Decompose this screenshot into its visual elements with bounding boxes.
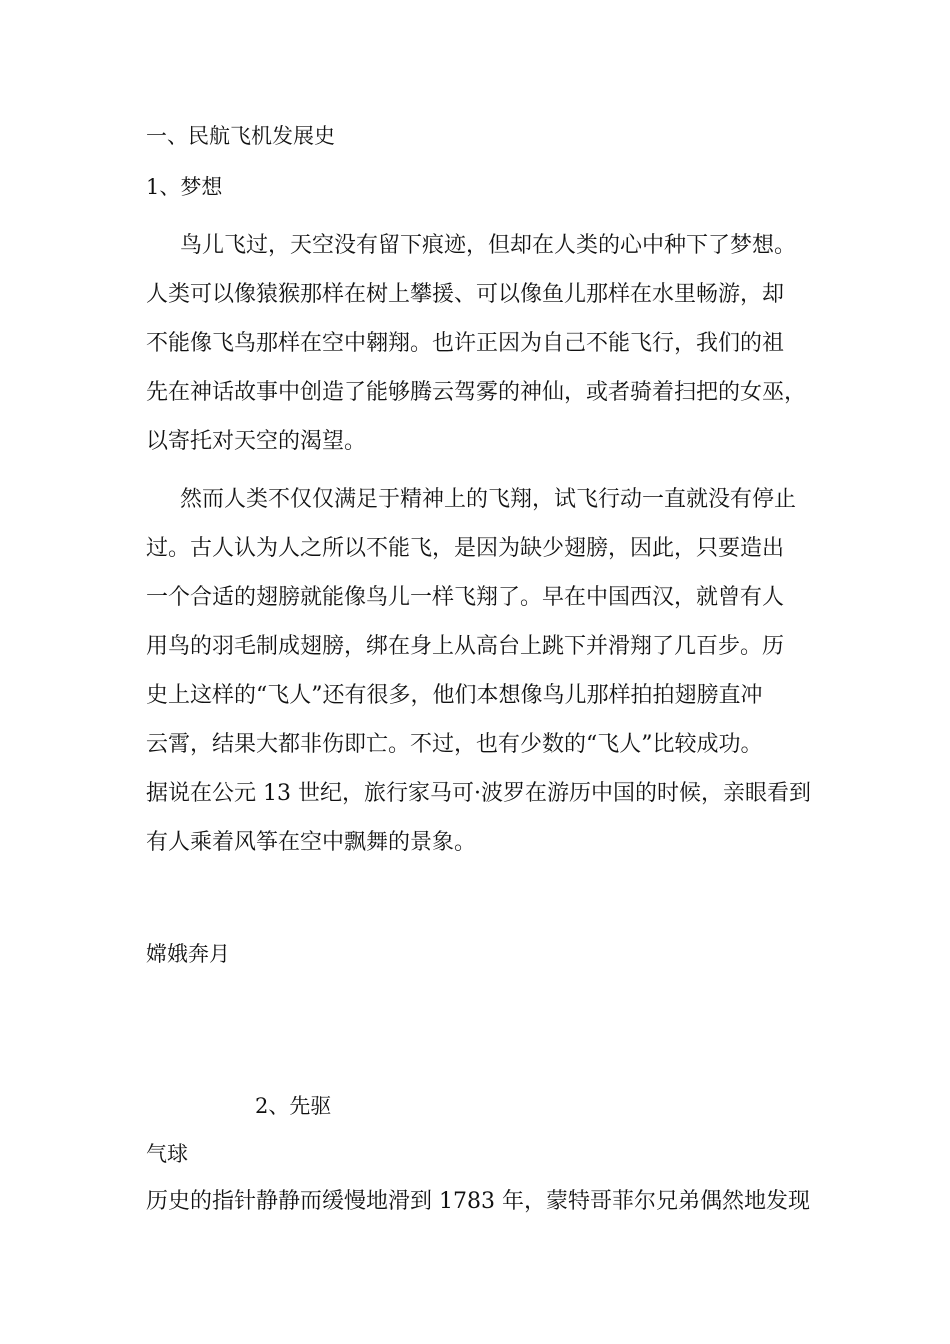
paragraph-line: 鸟儿飞过，天空没有留下痕迹，但却在人类的心中种下了梦想。 bbox=[180, 233, 797, 258]
paragraph-line: 历史的指针静静而缓慢地滑到 1783 年，蒙特哥菲尔兄弟偶然地发现 bbox=[146, 1189, 810, 1214]
paragraph-line: 用鸟的羽毛制成翅膀，绑在身上从高台上跳下并滑翔了几百步。历 bbox=[146, 634, 785, 659]
paragraph-line: 有人乘着风筝在空中飘舞的景象。 bbox=[146, 830, 477, 855]
paragraph-line: 云霄，结果大都非伤即亡。不过，也有少数的“飞人”比较成功。 bbox=[146, 732, 763, 757]
paragraph-line: 不能像飞鸟那样在空中翱翔。也许正因为自己不能飞行，我们的祖 bbox=[146, 331, 785, 356]
paragraph-line: 人类可以像猿猴那样在树上攀援、可以像鱼儿那样在水里畅游，却 bbox=[146, 282, 785, 307]
paragraph-line: 据说在公元 13 世纪，旅行家马可·波罗在游历中国的时候，亲眼看到 bbox=[146, 781, 811, 806]
section-2-title: 2、先驱 bbox=[255, 1094, 332, 1118]
paragraph-line: 一个合适的翅膀就能像鸟儿一样飞翔了。早在中国西汉，就曾有人 bbox=[146, 585, 785, 610]
figure-caption: 嫦娥奔月 bbox=[146, 942, 230, 966]
subheading-balloon: 气球 bbox=[146, 1142, 188, 1166]
paragraph-line: 先在神话故事中创造了能够腾云驾雾的神仙，或者骑着扫把的女巫， bbox=[146, 380, 807, 405]
paragraph-line: 过。古人认为人之所以不能飞，是因为缺少翅膀，因此，只要造出 bbox=[146, 536, 785, 561]
section-1-title: 1、梦想 bbox=[146, 175, 223, 199]
paragraph-line: 以寄托对天空的渴望。 bbox=[146, 429, 367, 454]
paragraph-line: 史上这样的“飞人”还有很多，他们本想像鸟儿那样拍拍翅膀直冲 bbox=[146, 683, 763, 708]
main-heading: 一、民航飞机发展史 bbox=[146, 124, 335, 148]
paragraph-line: 然而人类不仅仅满足于精神上的飞翔，试飞行动一直就没有停止 bbox=[180, 487, 797, 512]
